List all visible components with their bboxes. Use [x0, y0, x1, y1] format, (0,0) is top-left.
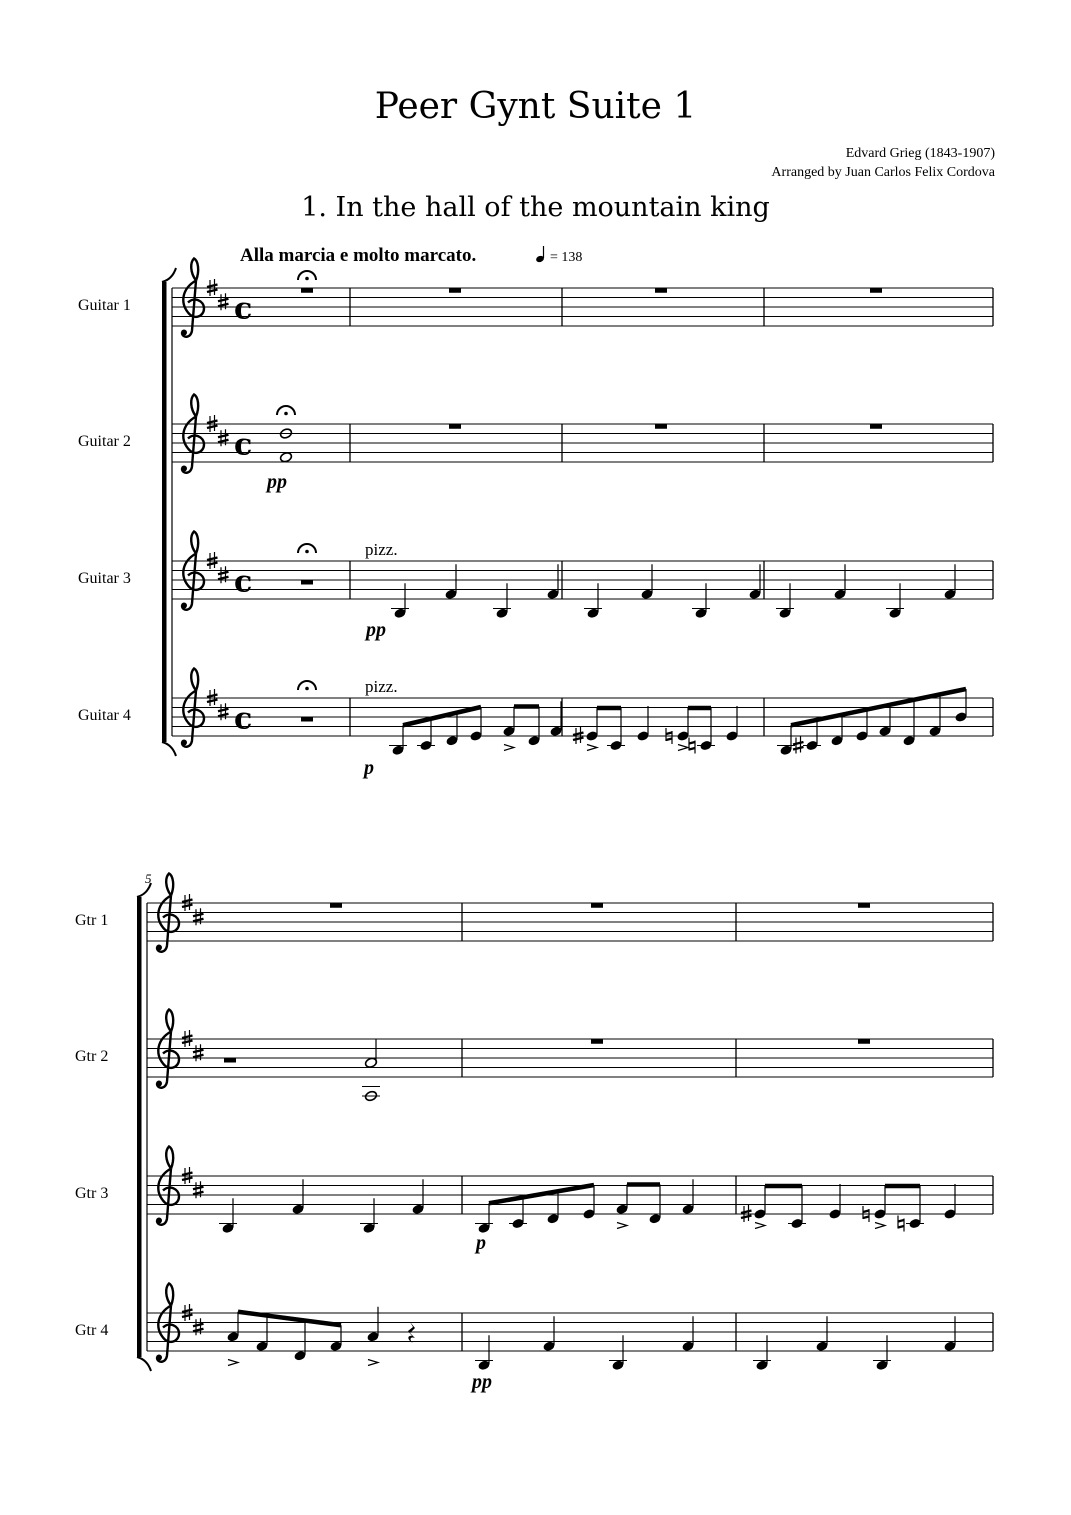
common-time-icon: c [234, 701, 253, 737]
instrument-name-1: Guitar 1 [78, 297, 131, 314]
piece-title: Peer Gynt Suite 1 [374, 86, 697, 127]
beam [238, 1312, 341, 1326]
whole-rest-icon [858, 903, 870, 908]
fermata-icon [298, 544, 316, 553]
half-rest-icon [301, 580, 313, 585]
dynamic-pp: pp [366, 619, 386, 641]
sharp-icon [193, 908, 204, 925]
dynamic-p: p [476, 1232, 486, 1254]
accent-icon [875, 1223, 885, 1229]
accent-icon [617, 1223, 627, 1229]
tempo-marking: Alla marcia e molto marcato. [240, 245, 477, 266]
note-head [279, 451, 292, 463]
accent-icon [228, 1360, 238, 1366]
common-time-icon: c [234, 564, 253, 600]
common-time-icon: c [234, 427, 253, 463]
bracket-bottom-hook [162, 742, 176, 756]
instrument-name-3: Guitar 3 [78, 570, 131, 587]
sharp-icon [193, 1318, 204, 1335]
sharp-icon [193, 1044, 204, 1061]
fermata-icon [277, 406, 295, 415]
accent-icon [755, 1223, 765, 1229]
movement-title: 1. In the hall of the mountain king [301, 192, 770, 223]
whole-rest-icon [591, 1039, 603, 1044]
whole-rest-icon [330, 903, 342, 908]
instrument-short-1: Gtr 1 [75, 912, 109, 929]
system-bracket [162, 282, 167, 742]
fermata-icon [298, 681, 316, 690]
sharp-icon [218, 429, 229, 446]
sharp-icon [218, 566, 229, 583]
composer-credit: Edvard Grieg (1843-1907) [845, 146, 995, 161]
dynamic-pp: pp [472, 1371, 492, 1393]
instrument-name-2: Guitar 2 [78, 433, 131, 450]
tempo-bpm: = 138 [550, 250, 583, 265]
accent-icon [504, 745, 514, 751]
instrument-short-2: Gtr 2 [75, 1048, 109, 1065]
beam [489, 1185, 594, 1203]
whole-rest-icon [858, 1039, 870, 1044]
sharp-icon [218, 703, 229, 720]
whole-rest-icon [870, 288, 882, 293]
fermata-icon [298, 271, 316, 280]
instrument-name-4: Guitar 4 [78, 707, 131, 724]
accent-icon [678, 745, 688, 751]
beam [403, 707, 481, 725]
pizz-marking-gtr4: pizz. [365, 677, 398, 696]
half-rest-icon [301, 717, 313, 722]
instrument-short-3: Gtr 3 [75, 1185, 109, 1202]
whole-rest-icon [655, 288, 667, 293]
accent-icon [368, 1360, 378, 1366]
bracket-top-hook [162, 268, 176, 282]
system-1 [162, 268, 993, 756]
whole-rest-icon [449, 288, 461, 293]
half-rest-icon [224, 1058, 236, 1063]
sharp-icon [793, 737, 804, 754]
instrument-short-4: Gtr 4 [75, 1322, 109, 1339]
arranger-credit: Arranged by Juan Carlos Felix Cordova [771, 165, 995, 180]
dynamic-p: p [364, 757, 374, 779]
natural-icon [689, 738, 695, 754]
system-2 [137, 883, 993, 1371]
accent-icon [587, 745, 597, 751]
whole-rest-icon [655, 424, 667, 429]
system-bracket [137, 897, 142, 1357]
whole-rest-icon [870, 424, 882, 429]
whole-rest-icon [301, 288, 313, 293]
whole-rest-icon [591, 903, 603, 908]
sharp-icon [218, 293, 229, 310]
tempo-note-icon [535, 246, 545, 263]
common-time-icon: c [234, 291, 253, 327]
whole-rest-icon [449, 424, 461, 429]
sharp-icon [193, 1181, 204, 1198]
dynamic-pp: pp [267, 471, 287, 493]
natural-icon [898, 1216, 904, 1232]
bracket-bottom-hook [137, 1357, 151, 1371]
notation [137, 259, 993, 1372]
measure-number: 5 [145, 871, 152, 886]
pizz-marking-gtr3: pizz. [365, 540, 398, 559]
